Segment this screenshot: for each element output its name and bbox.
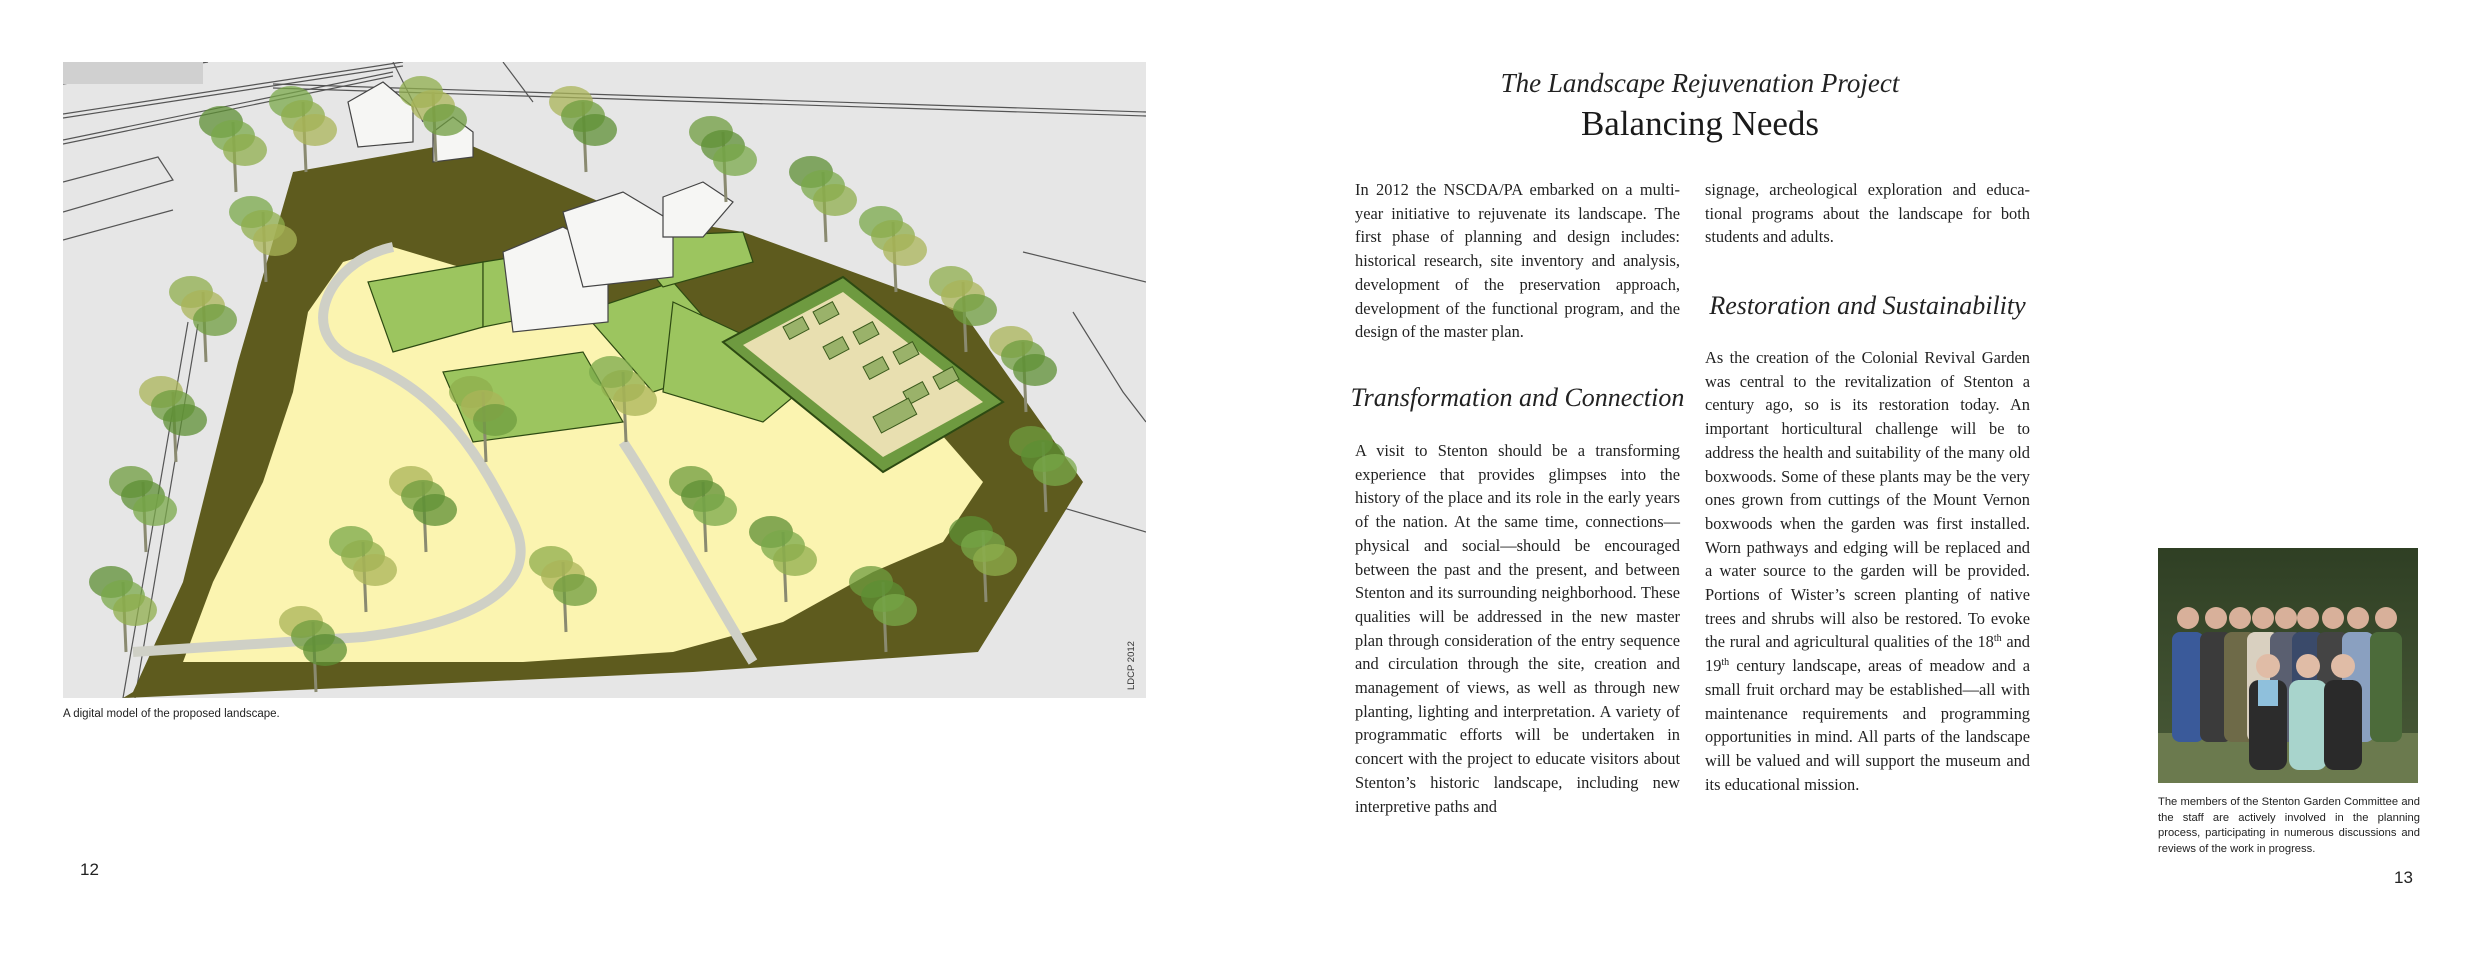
person-head (2229, 607, 2251, 629)
tree-canopy (423, 104, 467, 136)
figure-caption-committee: The members of the Stenton Garden Committee and the staff are actively involved in the planning process, participating in numerous discussions and reviews of the work in progress. (2158, 796, 2420, 855)
conjunction: and (2001, 632, 2030, 652)
person-head (2347, 607, 2369, 629)
restoration-text-1: As the creation of the Colonial Revival Garden was central to the revitalization of Stenton a century ago, so is its restoration today. An important horticultural challenge will be to address the health and suitability of the many old boxwoods. Some of these plants may be the very ones grown from cuttings of the Mount Vernon boxwoods when the garden was first installed. Worn pathways and edging will be replaced and a water source to the garden will be provided. Portions of Wister’s screen planting of native trees and shrubs will also be restored. To evoke the rural and agricultural qualities of the (1705, 348, 2030, 652)
ordinal-19: 19 (1705, 656, 1722, 676)
tree-canopy (953, 294, 997, 326)
person-head (2252, 607, 2274, 629)
landscape-model-image (63, 62, 1146, 698)
tree-canopy (193, 304, 237, 336)
person-head (2375, 607, 2397, 629)
tree-canopy (713, 144, 757, 176)
tree-canopy (113, 594, 157, 626)
restoration-paragraph (1705, 346, 2030, 796)
page-title: Balancing Needs (1580, 104, 1820, 143)
tree-canopy (573, 114, 617, 146)
image-credit: LDCP 2012 (1126, 641, 1137, 690)
tree-canopy (253, 224, 297, 256)
ordinal-suffix: th (1721, 657, 1730, 669)
group-photo-illustration (2158, 548, 2418, 783)
person-head (2297, 607, 2319, 629)
tree-canopy (1033, 454, 1077, 486)
transformation-paragraph: A visit to Stenton should be a transforming experience that provides glimpses into the history of the place and its role in the early years of the nation. At the same time, connections—physical and social—should be encouraged between the past and the present, and between Stenton and its surrounding neighborhood. These qualities will be addressed in the new master plan through consideration of the entry sequence and circulation through the site, creation and management of views, as well as through new planting, lighting and interpretation. A variety of programmatic efforts will be undertaken in concert with the project to educate visitors about Stenton’s historic landscape, including new interpretive paths and (1355, 441, 1680, 816)
tree-canopy (613, 384, 657, 416)
tree-canopy (473, 404, 517, 436)
tree-canopy (293, 114, 337, 146)
tree-canopy (353, 554, 397, 586)
person-scarf (2298, 680, 2318, 706)
person-head (2256, 654, 2280, 678)
tree-canopy (133, 494, 177, 526)
intro-paragraph: In 2012 the NSCDA/PA embarked on a multi-year initiative to rejuvenate its landscape. The first phase of planning and design includes: historical research, site inventory and analysis, development of the preservation approach, development of the functional program, and the design of the master plan. (1355, 180, 1680, 342)
column2-continuation (1705, 178, 2030, 249)
section-kicker: The Landscape Rejuvenation Project (1500, 68, 1900, 98)
tree-canopy (303, 634, 347, 666)
figure-caption-landscape: A digital model of the proposed landscape. (63, 708, 280, 720)
tree-canopy (813, 184, 857, 216)
subhead-transformation: Transformation and Connection (1350, 383, 1685, 412)
person-scarf (2333, 680, 2353, 706)
person-head (2331, 654, 2355, 678)
column2-body (1705, 346, 2030, 796)
restoration-text-2: century landscape, areas of meadow and a small fruit orchard may be established—all with maintenance requirements and programming opportunities in mind. All parts of the landscape will be valued and will support the museum and its educational mission. (1705, 656, 2030, 794)
person-head (2205, 607, 2227, 629)
tree-canopy (1013, 354, 1057, 386)
committee-photo (2158, 548, 2418, 783)
tree-canopy (223, 134, 267, 166)
person-scarf (2258, 680, 2278, 706)
ordinal-suffix: th (1993, 633, 2002, 645)
page-number-right: 13 (2394, 868, 2413, 887)
continuation-paragraph: signage, archeological exploration and educational programs about the landscape for both students and adults. (1705, 180, 2030, 247)
subhead-restoration: Restoration and Sustainability (1709, 291, 2026, 320)
road-shade (63, 62, 203, 84)
tree-canopy (873, 594, 917, 626)
tree-canopy (163, 404, 207, 436)
ordinal-18: 18 (1977, 632, 1994, 652)
column1-body (1355, 439, 1680, 818)
person-head (2322, 607, 2344, 629)
tree-canopy (883, 234, 927, 266)
landscape-illustration (63, 62, 1146, 698)
tree-canopy (553, 574, 597, 606)
person-body (2370, 632, 2402, 742)
column1-intro (1355, 178, 1680, 344)
tree-canopy (693, 494, 737, 526)
tree-canopy (973, 544, 1017, 576)
tree-canopy (413, 494, 457, 526)
person-body (2172, 632, 2204, 742)
person-head (2275, 607, 2297, 629)
person-head (2296, 654, 2320, 678)
person-head (2177, 607, 2199, 629)
page-number-left: 12 (80, 860, 99, 879)
tree-canopy (773, 544, 817, 576)
